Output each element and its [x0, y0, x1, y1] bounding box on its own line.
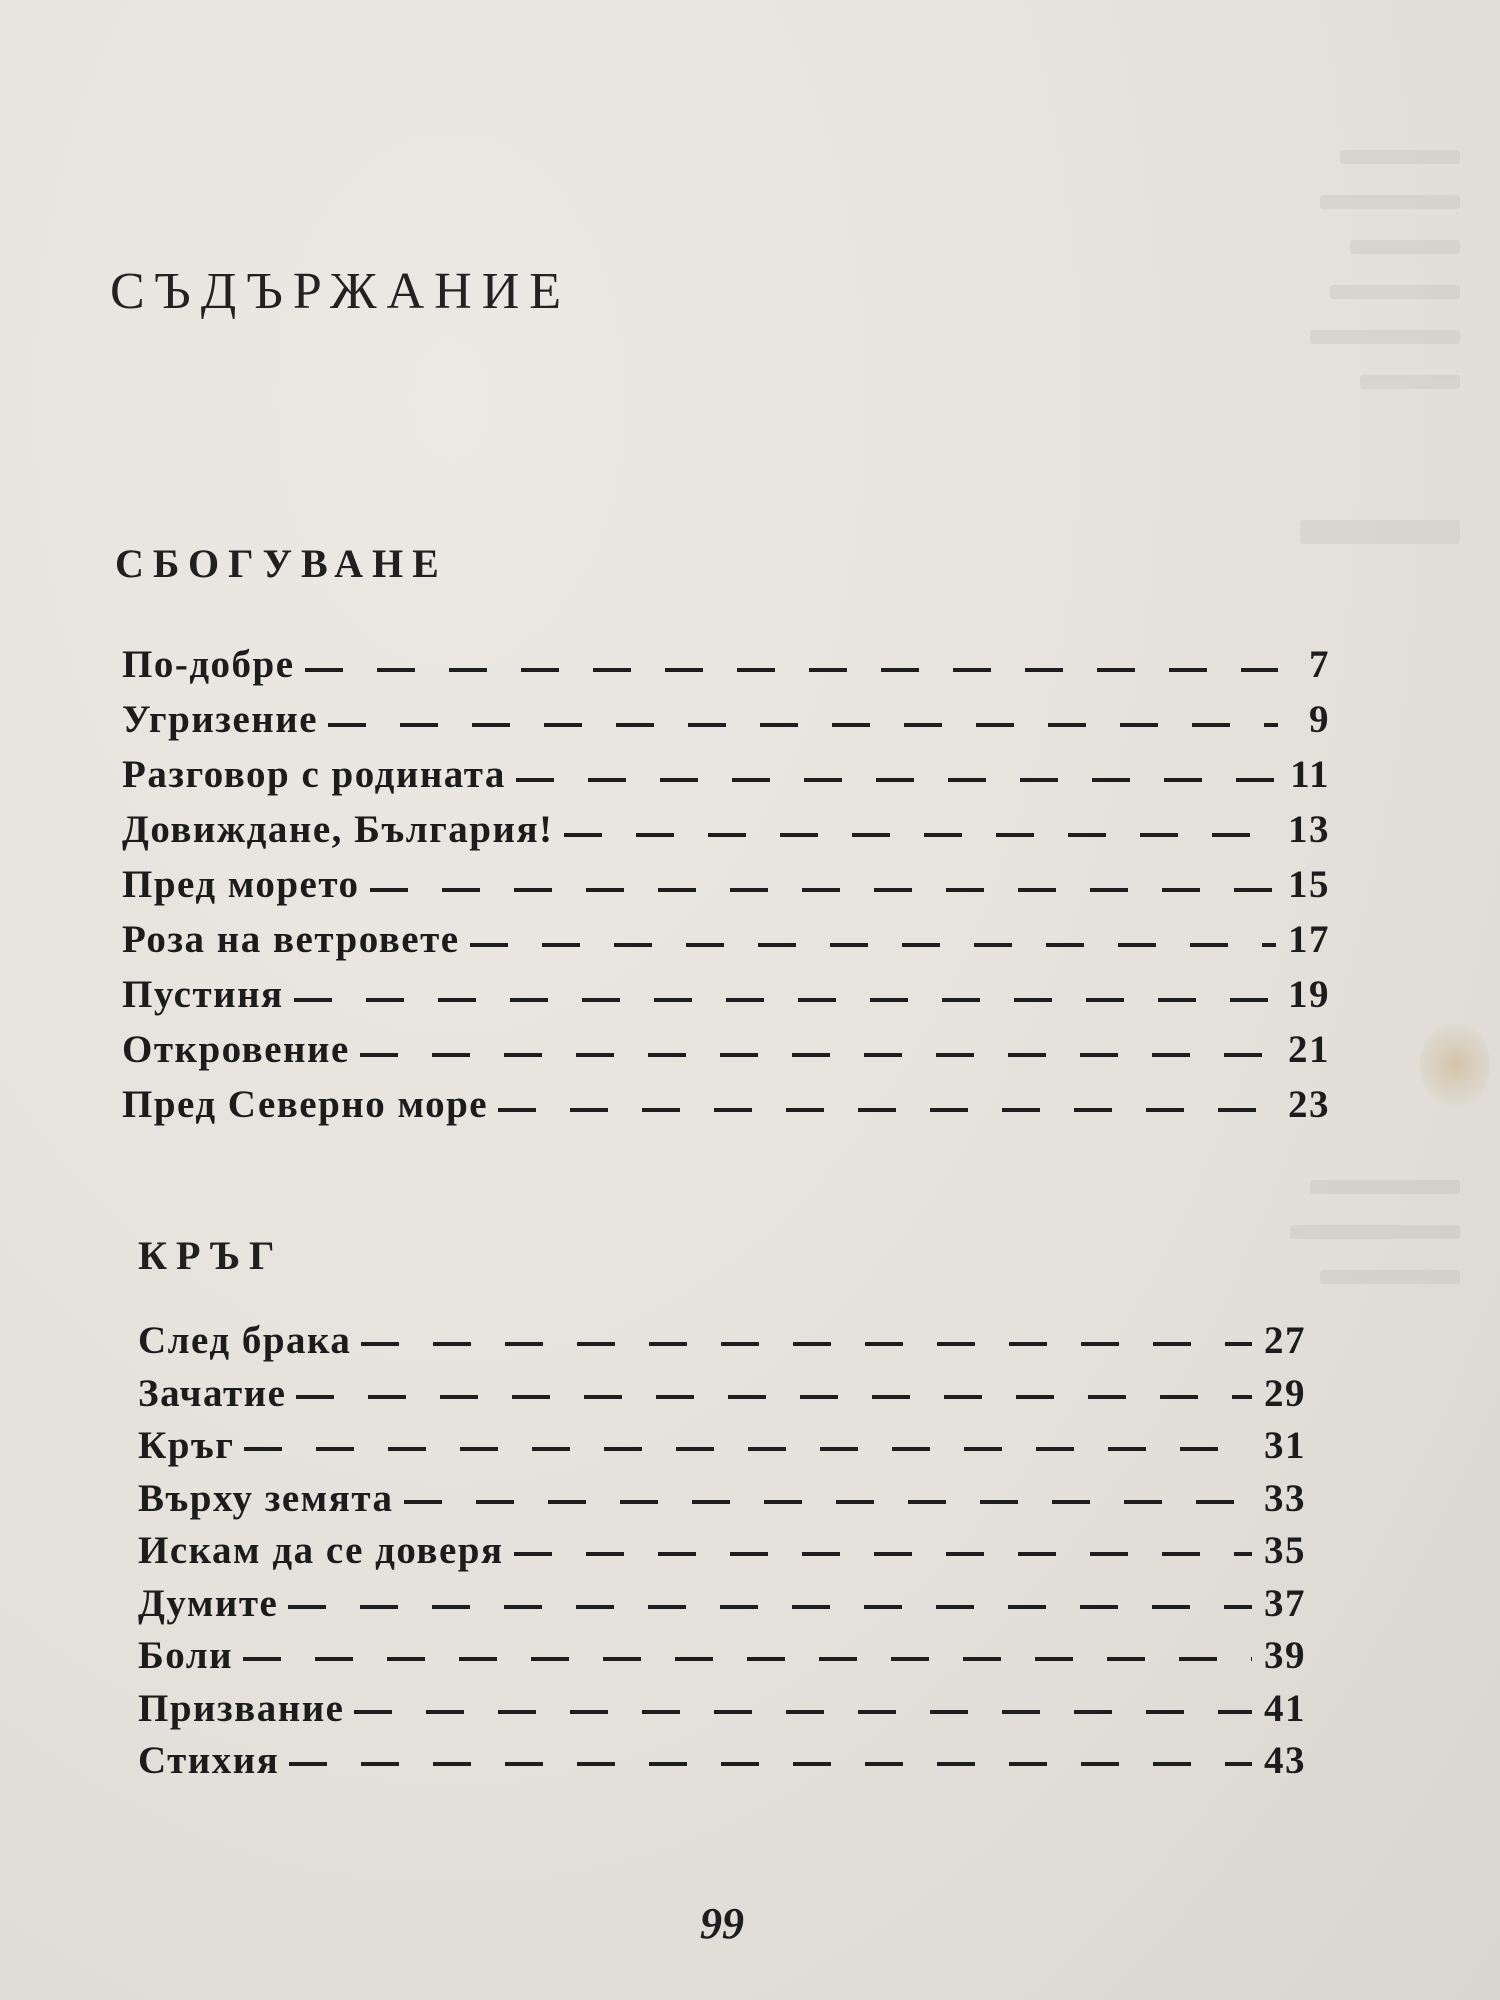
toc-entry-page: 15 [1288, 863, 1330, 906]
dash-leader [404, 1500, 1253, 1504]
dash-leader [328, 723, 1278, 727]
toc-entry-title: Угризение [122, 698, 319, 741]
toc-entry[interactable] [122, 807, 1330, 862]
dash-leader [564, 833, 1276, 837]
toc-entry-title: Откровение [122, 1028, 350, 1071]
toc-entry[interactable] [122, 1082, 1330, 1137]
toc-entry[interactable] [138, 1423, 1306, 1476]
page-title: СЪДЪРЖАНИЕ [110, 263, 572, 320]
toc-entry-title: Думите [138, 1581, 279, 1625]
toc-entry-title: Пустиня [122, 973, 284, 1016]
toc-list-section-1 [122, 642, 1330, 1137]
dash-leader [370, 888, 1277, 892]
toc-entry-page: 41 [1264, 1686, 1306, 1730]
toc-entry-page: 39 [1264, 1634, 1306, 1677]
toc-entry-page: 11 [1290, 753, 1330, 796]
toc-entry-page: 7 [1309, 643, 1330, 686]
toc-entry-title: Пред Северно море [122, 1083, 489, 1126]
dash-leader [289, 1762, 1252, 1766]
toc-entry-title: Довиждане, България! [122, 808, 554, 851]
section-heading-sbogouvane: СБОГУВАНЕ [115, 541, 448, 586]
toc-entry[interactable] [138, 1581, 1306, 1634]
dash-leader [498, 1108, 1276, 1112]
toc-entry-title: Върху земята [138, 1476, 394, 1520]
toc-entry-page: 23 [1288, 1083, 1330, 1126]
toc-entry[interactable] [138, 1738, 1306, 1791]
toc-entry[interactable] [138, 1318, 1306, 1371]
toc-entry[interactable] [122, 642, 1330, 697]
toc-entry[interactable] [122, 752, 1330, 807]
toc-entry-page: 27 [1264, 1319, 1306, 1362]
dash-leader [354, 1710, 1252, 1714]
section-heading-krag: КРЪГ [138, 1233, 284, 1278]
toc-entry-title: Разговор с родината [122, 753, 506, 796]
dash-leader [514, 1552, 1252, 1556]
toc-entry-page: 21 [1288, 1028, 1330, 1071]
toc-entry-title: Призвание [138, 1686, 345, 1730]
toc-entry-title: Роза на ветровете [122, 918, 460, 961]
toc-entry-page: 43 [1264, 1739, 1306, 1782]
dash-leader [288, 1605, 1252, 1609]
toc-entry-page: 17 [1288, 918, 1330, 961]
toc-list-section-2 [138, 1318, 1306, 1791]
toc-entry[interactable] [122, 697, 1330, 752]
toc-entry-page: 19 [1288, 973, 1330, 1016]
toc-entry[interactable] [122, 917, 1330, 972]
dash-leader [296, 1395, 1252, 1399]
toc-entry-title: След брака [138, 1319, 352, 1362]
toc-entry[interactable] [122, 862, 1330, 917]
toc-entry-page: 13 [1288, 808, 1330, 851]
toc-entry-title: По-добре [122, 643, 295, 686]
dash-leader [294, 998, 1276, 1002]
toc-entry-page: 33 [1264, 1476, 1306, 1520]
toc-entry-title: Пред морето [122, 863, 360, 906]
toc-entry-title: Боли [138, 1634, 234, 1677]
dash-leader [470, 943, 1276, 947]
toc-entry[interactable] [138, 1633, 1306, 1686]
dash-leader [516, 778, 1278, 782]
toc-entry-title: Зачатие [138, 1371, 287, 1415]
toc-entry-page: 35 [1264, 1529, 1306, 1572]
toc-entry[interactable] [138, 1371, 1306, 1424]
dash-leader [360, 1053, 1276, 1057]
toc-entry-title: Стихия [138, 1739, 280, 1782]
dash-leader [244, 1447, 1252, 1451]
dash-leader [361, 1342, 1252, 1346]
paper-stain [1420, 1020, 1490, 1110]
page-number: 99 [700, 1899, 744, 1948]
toc-entry[interactable] [122, 972, 1330, 1027]
toc-entry-title: Искам да се доверя [138, 1529, 504, 1572]
toc-entry-page: 29 [1264, 1371, 1306, 1415]
toc-entry[interactable] [138, 1476, 1306, 1529]
toc-entry[interactable] [122, 1027, 1330, 1082]
toc-entry-page: 37 [1264, 1581, 1306, 1625]
toc-entry[interactable] [138, 1686, 1306, 1739]
dash-leader [305, 668, 1278, 672]
toc-entry-page: 31 [1264, 1424, 1306, 1467]
toc-entry[interactable] [138, 1528, 1306, 1581]
toc-entry-title: Кръг [138, 1424, 235, 1467]
toc-entry-page: 9 [1309, 698, 1330, 741]
dash-leader [243, 1657, 1252, 1661]
